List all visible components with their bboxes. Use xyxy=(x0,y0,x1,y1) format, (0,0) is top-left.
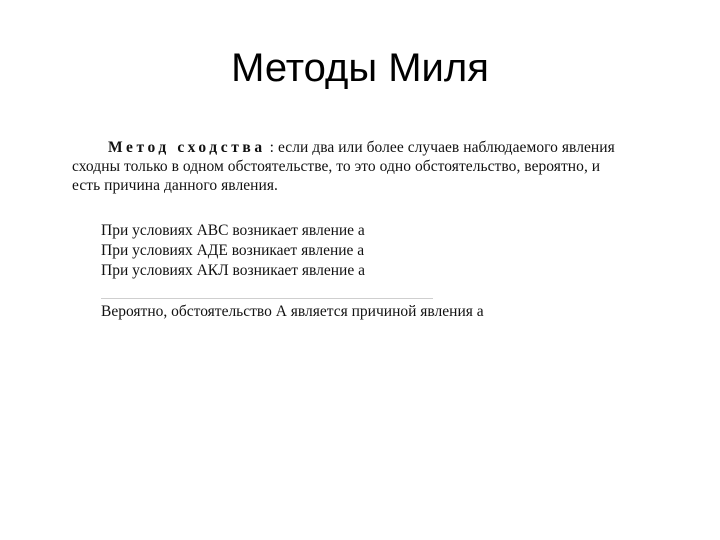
condition-line: При условиях АВС возникает явление а xyxy=(101,222,365,239)
conditions-list xyxy=(101,221,365,281)
condition-line: При условиях АКЛ возникает явление а xyxy=(101,262,365,279)
method-definition xyxy=(72,138,632,195)
conclusion: Вероятно, обстоятельство А является причиной явления а xyxy=(101,303,484,320)
method-term: Метод сходства xyxy=(108,139,266,156)
slide-title: Методы Миля xyxy=(231,46,489,90)
divider xyxy=(101,298,433,299)
condition-line: При условиях АДЕ возникает явление а xyxy=(101,242,365,259)
definition-text: если два или более случаев наблюдаемого явления сходны только в одном обстоятельстве, то это одно обстоятельство, вероятно, и есть причина данного явления. xyxy=(72,139,615,194)
definition-separator: : xyxy=(265,139,278,156)
